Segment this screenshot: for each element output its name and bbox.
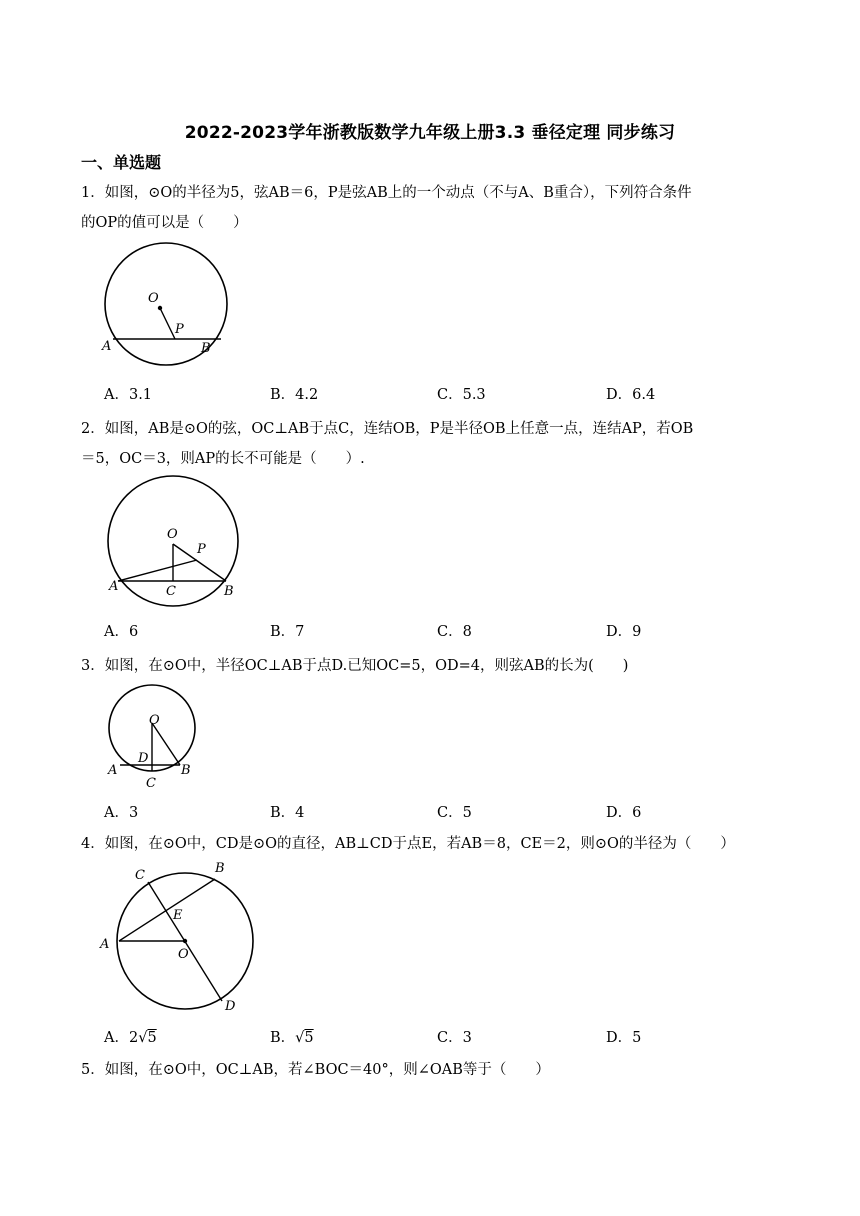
option-a-radicand: 5 [147,1030,157,1046]
option-a[interactable]: A．3.1 [104,387,153,403]
question-1-figure [100,248,230,368]
label-a: A [100,937,110,952]
label-b: B [224,584,234,599]
option-b[interactable]: B．4.2 [270,387,319,403]
page-title: 2022-2023学年浙教版数学九年级上册3.3 垂径定理 同步练习 [184,123,676,143]
question-5-line-1: 5．如图，在⊙O中，OC⊥AB，若∠BOC＝40°，则∠OAB等于（ ） [81,1062,550,1078]
label-a: A [108,763,118,778]
label-a: A [109,579,119,594]
question-4-figure [98,860,258,1018]
segment-op [160,308,175,339]
question-1-line-2: 的OP的值可以是（ ） [81,215,248,231]
question-2-line-1: 2．如图，AB是⊙O的弦，OC⊥AB于点C，连结OB，P是半径OB上任意一点，连结AP，若OB [81,421,694,437]
question-3-line-1: 3．如图，在⊙O中，半径OC⊥AB于点D.已知OC=5，OD=4，则弦AB的长为( ) [81,658,629,674]
question-2-stem [81,414,781,474]
question-4-stem [81,829,801,859]
option-b[interactable]: B．7 [270,624,305,640]
label-b: B [201,341,211,356]
option-a[interactable]: A．6 [104,624,139,640]
question-1-options [104,383,804,405]
question-4-options [104,1026,804,1048]
question-3-stem [81,651,781,681]
option-b[interactable] [270,1026,314,1047]
label-o: O [149,713,160,728]
label-a: A [102,339,112,354]
question-3-options [104,801,804,823]
center-point [183,939,187,943]
question-5-stem [81,1055,781,1085]
option-d[interactable]: D．9 [606,624,642,640]
label-c: C [146,776,156,791]
option-a[interactable] [104,1026,157,1047]
option-c[interactable]: C．3 [437,1030,472,1046]
section-heading: 一、单选题 [81,153,162,172]
option-d[interactable]: D．6 [606,805,642,821]
option-c[interactable]: C．8 [437,624,472,640]
label-p: P [175,322,184,337]
label-o: O [178,947,189,962]
option-a-text: A．2 [104,1030,139,1046]
question-1-stem [81,178,781,238]
label-b: B [181,763,191,778]
question-3-figure [100,684,210,792]
label-d: D [225,999,236,1014]
sqrt-icon: √ [138,1030,148,1046]
label-c: C [166,584,176,599]
option-d[interactable]: D．6.4 [606,387,656,403]
question-1-line-1: 1．如图，⊙O的半径为5，弦AB＝6，P是弦AB上的一个动点（不与A、B重合），下列符合条件 [81,185,692,201]
question-2-figure [100,480,250,610]
label-e: E [173,908,183,923]
option-c[interactable]: C．5.3 [437,387,486,403]
center-point [158,306,162,310]
question-2-options [104,620,804,642]
option-b-text: B． [270,1030,296,1046]
option-d[interactable]: D．5 [606,1030,642,1046]
chord-ab [119,879,215,941]
label-d: D [138,751,149,766]
radius-ob [152,723,180,765]
segment-ap [118,560,197,581]
label-b: B [215,861,225,876]
sqrt-icon: √ [295,1030,305,1046]
label-o: O [148,291,159,306]
label-c: C [135,868,145,883]
option-b-radicand: 5 [304,1030,314,1046]
option-c[interactable]: C．5 [437,805,472,821]
question-2-line-2: ＝5，OC＝3，则AP的长不可能是（ ）. [81,451,365,467]
label-o: O [167,527,178,542]
option-a[interactable]: A．3 [104,805,139,821]
label-p: P [197,542,206,557]
question-4-line-1: 4．如图，在⊙O中，CD是⊙O的直径，AB⊥CD于点E，若AB＝8，CE＝2，则⊙O的半径为（ ） [81,836,735,852]
option-b[interactable]: B．4 [270,805,305,821]
